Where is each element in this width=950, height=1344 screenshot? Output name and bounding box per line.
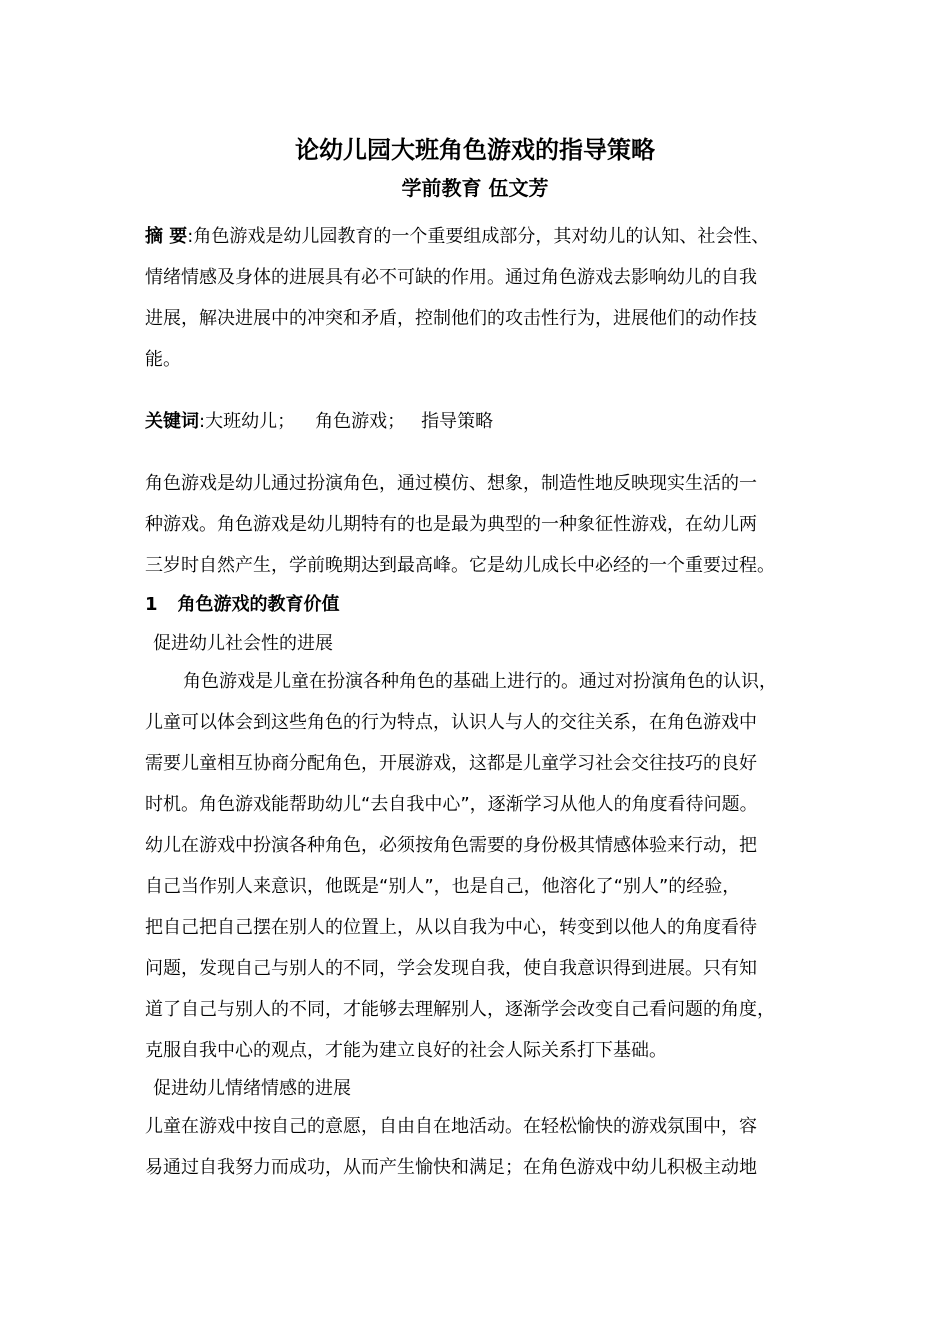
para1-line-1: 角色游戏是儿童在扮演各种角色的基础上进行的。通过对扮演角色的认识， xyxy=(183,671,777,692)
para2-line-1: 儿童在游戏中按自己的意愿，自由自在地活动。在轻松愉快的游戏氛围中，容 xyxy=(145,1116,757,1137)
para1-line-3: 需要儿童相互协商分配角色，开展游戏，这都是儿童学习社会交往技巧的良好 xyxy=(145,753,757,774)
para1-line-6: 自己当作别人来意识，他既是“别人”，也是自己，他溶化了“别人”的经验， xyxy=(145,876,741,897)
para1-line-2: 儿童可以体会到这些角色的行为特点，认识人与人的交往关系，在角色游戏中 xyxy=(145,712,757,733)
abstract-line-1 xyxy=(145,225,769,249)
keyword-item: 大班幼儿； xyxy=(205,411,296,432)
para1-line-8: 问题，发现自己与别人的不同，学会发现自我，使自我意识得到进展。只有知 xyxy=(145,958,757,979)
para1-line-5: 幼儿在游戏中扮演各种角色，必须按角色需要的身份极其情感体验来行动，把 xyxy=(145,835,757,856)
keyword-item: 指导策略 xyxy=(421,411,494,432)
keywords-label: 关键词 xyxy=(145,411,199,432)
para1-line-4: 时机。角色游戏能帮助幼儿“去自我中心”，逐渐学习从他人的角度看待问题。 xyxy=(145,794,758,815)
abstract-label: 摘 要 xyxy=(145,226,188,247)
para1-line-10: 克服自我中心的观点，才能为建立良好的社会人际关系打下基础。 xyxy=(145,1040,667,1061)
intro-line-1: 角色游戏是幼儿通过扮演角色，通过模仿、想象，制造性地反映现实生活的一 xyxy=(145,473,757,494)
intro-line-3: 三岁时自然产生，学前晚期达到最高峰。它是幼儿成长中必经的一个重要过程。 xyxy=(145,555,775,576)
intro-line-2: 种游戏。角色游戏是幼儿期特有的也是最为典型的一种象征性游戏，在幼儿两 xyxy=(145,514,757,535)
abstract-text: 角色游戏是幼儿园教育的一个重要组成部分，其对幼儿的认知、社会性、 xyxy=(193,226,770,247)
subsection-heading-2: 促进幼儿情绪情感的进展 xyxy=(153,1078,351,1099)
abstract-line-4: 能。 xyxy=(145,349,181,370)
para2-line-2: 易通过自我努力而成功，从而产生愉快和满足；在角色游戏中幼儿积极主动地 xyxy=(145,1157,757,1178)
abstract-colon: : xyxy=(187,226,194,247)
document-title: 论幼儿园大班角色游戏的指导策略 xyxy=(295,136,655,164)
subsection-heading-1: 促进幼儿社会性的进展 xyxy=(153,633,333,654)
section-title: 角色游戏的教育价值 xyxy=(177,594,340,615)
section-number: 1 xyxy=(145,594,158,615)
para1-line-7: 把自己把自己摆在别人的位置上，从以自我为中心，转变到以他人的角度看待 xyxy=(145,917,757,938)
abstract-line-2: 情绪情感及身体的进展具有必不可缺的作用。通过角色游戏去影响幼儿的自我 xyxy=(145,267,757,288)
section-1-heading xyxy=(145,593,340,617)
abstract-line-3: 进展，解决进展中的冲突和矛盾，控制他们的攻击性行为，进展他们的动作技 xyxy=(145,308,757,329)
keyword-item: 角色游戏； xyxy=(315,411,406,432)
keywords-line xyxy=(145,410,493,434)
para1-line-9: 道了自己与别人的不同，才能够去理解别人，逐渐学会改变自己看问题的角度， xyxy=(145,999,775,1020)
keywords-colon: : xyxy=(199,411,206,432)
document-subtitle: 学前教育 伍文芳 xyxy=(401,176,549,200)
